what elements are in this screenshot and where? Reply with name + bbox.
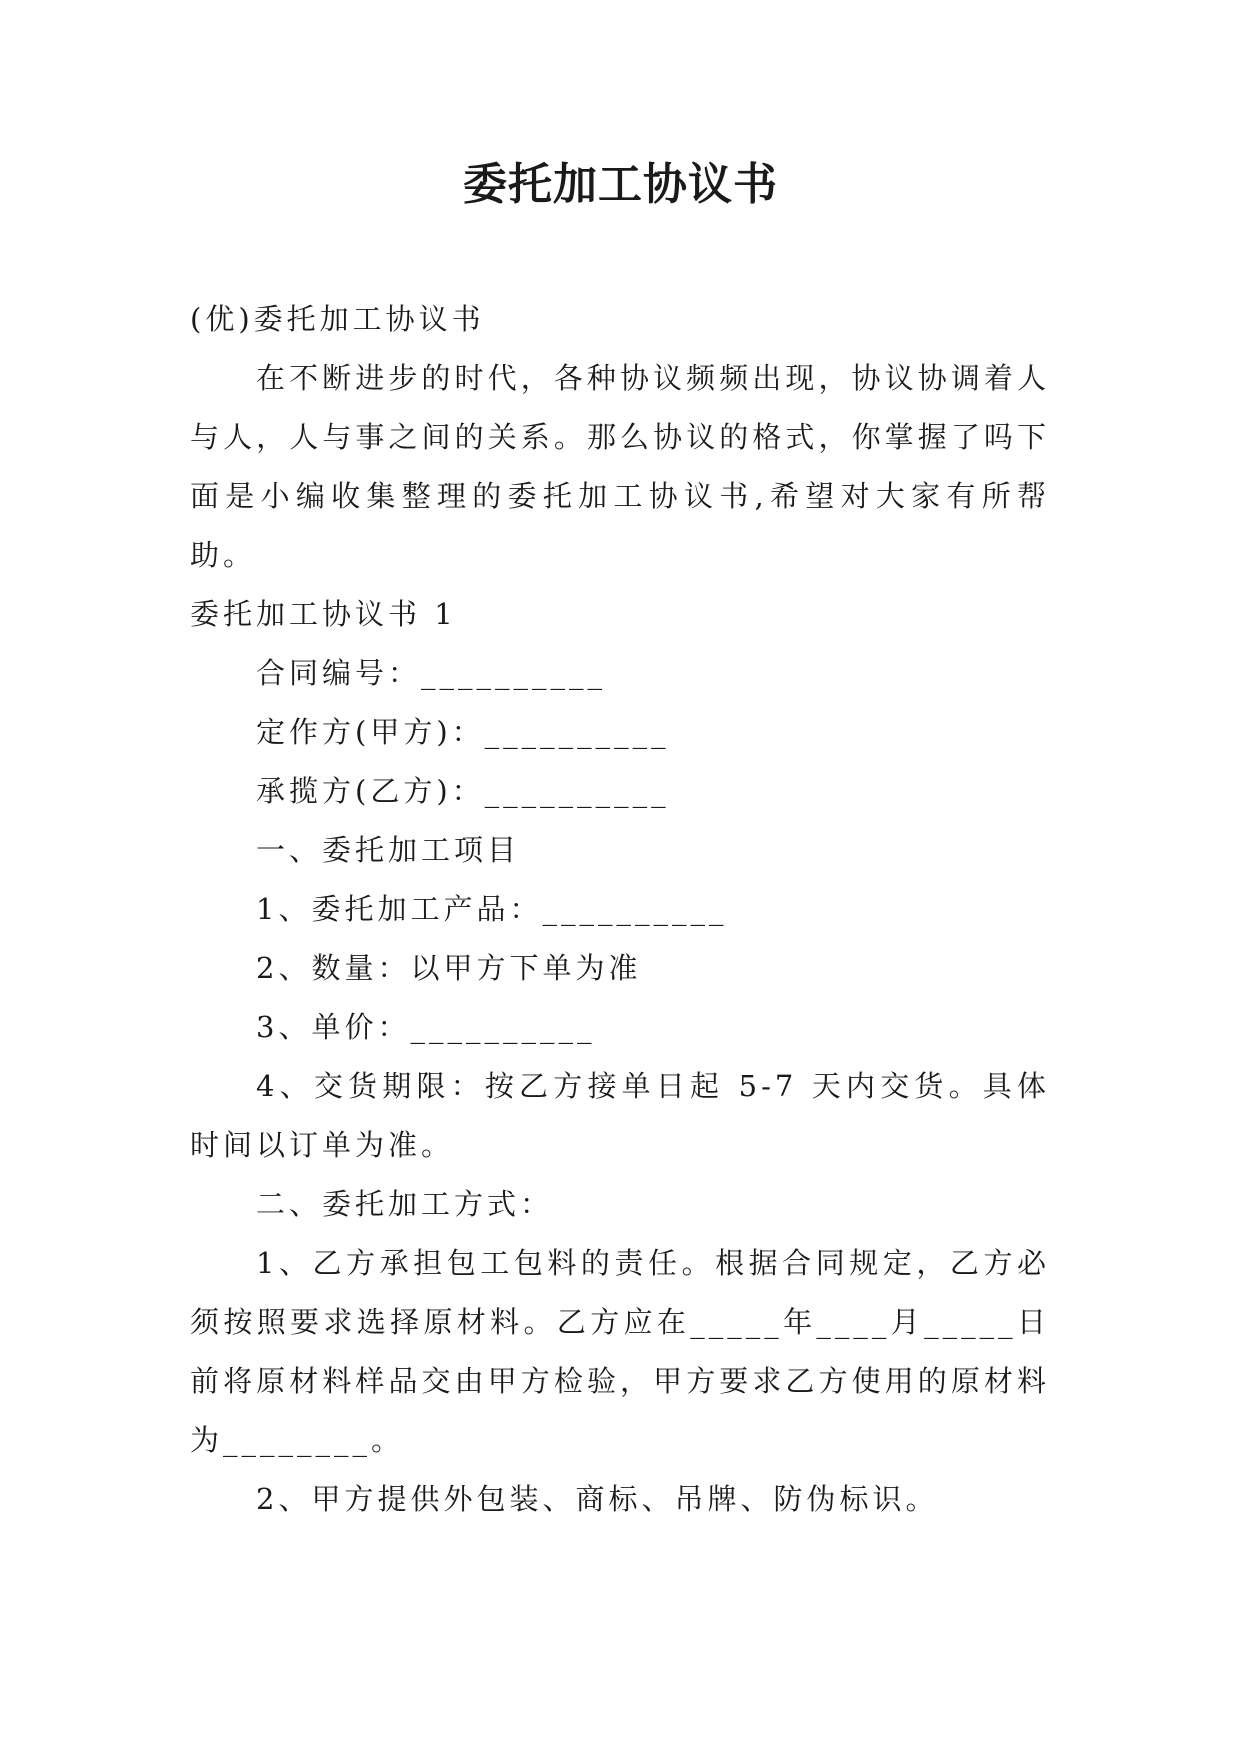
- document-subtitle: (优)委托加工协议书: [190, 302, 485, 336]
- clause-materials: 1、乙方承担包工包料的责任。根据合同规定，乙方必须按照要求选择原材料。乙方应在_____年____月_____日前将原材料样品交由甲方检验，甲方要求乙方使用的原材料为________。: [190, 1246, 1050, 1457]
- clause-quantity: 2、数量：以甲方下单为准: [256, 951, 642, 985]
- party-a-line: 定作方(甲方)：__________: [256, 715, 670, 749]
- clause-product: 1、委托加工产品：__________: [256, 892, 728, 926]
- clause-delivery: 4、交货期限：按乙方接单日起 5-7 天内交货。具体时间以订单为准。: [190, 1069, 1050, 1162]
- intro-paragraph: 在不断进步的时代，各种协议频频出现，协议协调着人与人，人与事之间的关系。那么协议的格式，你掌握了吗下面是小编收集整理的委托加工协议书,希望对大家有所帮助。: [190, 361, 1050, 572]
- clause-heading-2: 二、委托加工方式：: [256, 1187, 554, 1221]
- document-body: [190, 290, 1050, 1529]
- clause-packaging: 2、甲方提供外包装、商标、吊牌、防伪标识。: [256, 1482, 939, 1516]
- party-b-line: 承揽方(乙方)：__________: [256, 774, 670, 808]
- clause-unit-price: 3、单价：__________: [256, 1010, 596, 1044]
- document-title: 委托加工协议书: [463, 159, 778, 210]
- contract-number-line: 合同编号：__________: [256, 656, 607, 690]
- clause-heading-1: 一、委托加工项目: [256, 833, 521, 867]
- section-heading: 委托加工协议书 1: [190, 597, 457, 631]
